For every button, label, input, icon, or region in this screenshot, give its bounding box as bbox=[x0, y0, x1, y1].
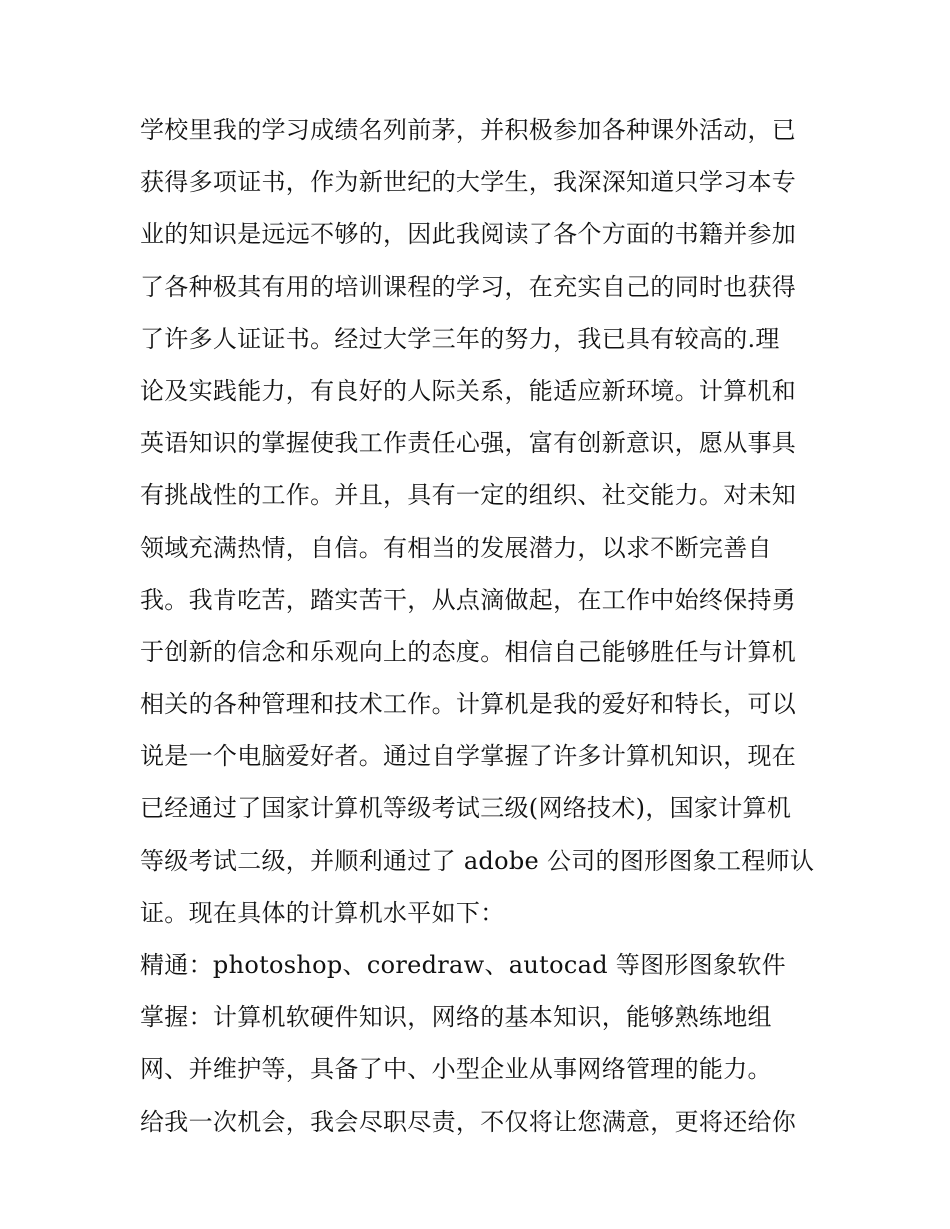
text-line: 领域充满热情，自信。有相当的发展潜力，以求不断完善自 bbox=[140, 533, 772, 562]
text-line: 精通：photoshop、coredraw、autocad 等图形图象软件 bbox=[140, 951, 786, 979]
text-line: 英语知识的掌握使我工作责任心强，富有创新意识，愿从事具 bbox=[140, 429, 797, 458]
text-line: 论及实践能力，有良好的人际关系，能适应新环境。计算机和 bbox=[140, 376, 797, 405]
text-line: 获得多项证书，作为新世纪的大学生，我深深知道只学习本专 bbox=[140, 168, 797, 197]
text-line: 掌握：计算机软硬件知识，网络的基本知识，能够熟练地组 bbox=[140, 1003, 772, 1032]
text-line: 有挑战性的工作。并且，具有一定的组织、社交能力。对未知 bbox=[140, 481, 797, 510]
text-line: 等级考试二级，并顺利通过了 adobe 公司的图形图象工程师认 bbox=[140, 846, 815, 875]
text-line: 已经通过了国家计算机等级考试三级(网络技术)，国家计算机 bbox=[140, 794, 792, 823]
text-line: 说是一个电脑爱好者。通过自学掌握了许多计算机知识，现在 bbox=[140, 742, 797, 771]
text-line: 给我一次机会，我会尽职尽责，不仅将让您满意，更将还给你 bbox=[140, 1107, 797, 1136]
text-line: 业的知识是远远不够的，因此我阅读了各个方面的书籍并参加 bbox=[140, 220, 797, 249]
text-line: 证。现在具体的计算机水平如下： bbox=[140, 898, 505, 927]
text-line: 了许多人证证书。经过大学三年的努力，我已具有较高的.理 bbox=[140, 324, 780, 353]
text-line: 学校里我的学习成绩名列前茅，并积极参加各种课外活动，已 bbox=[140, 116, 797, 144]
body-text bbox=[140, 104, 830, 1148]
text-line: 了各种极其有用的培训课程的学习，在充实自己的同时也获得 bbox=[140, 272, 797, 301]
text-line: 我。我肯吃苦，踏实苦干，从点滴做起，在工作中始终保持勇 bbox=[140, 585, 797, 614]
text-line: 相关的各种管理和技术工作。计算机是我的爱好和特长，可以 bbox=[140, 690, 797, 719]
text-line: 网、并维护等，具备了中、小型企业从事网络管理的能力。 bbox=[140, 1055, 772, 1084]
text-line: 于创新的信念和乐观向上的态度。相信自己能够胜任与计算机 bbox=[140, 637, 797, 666]
